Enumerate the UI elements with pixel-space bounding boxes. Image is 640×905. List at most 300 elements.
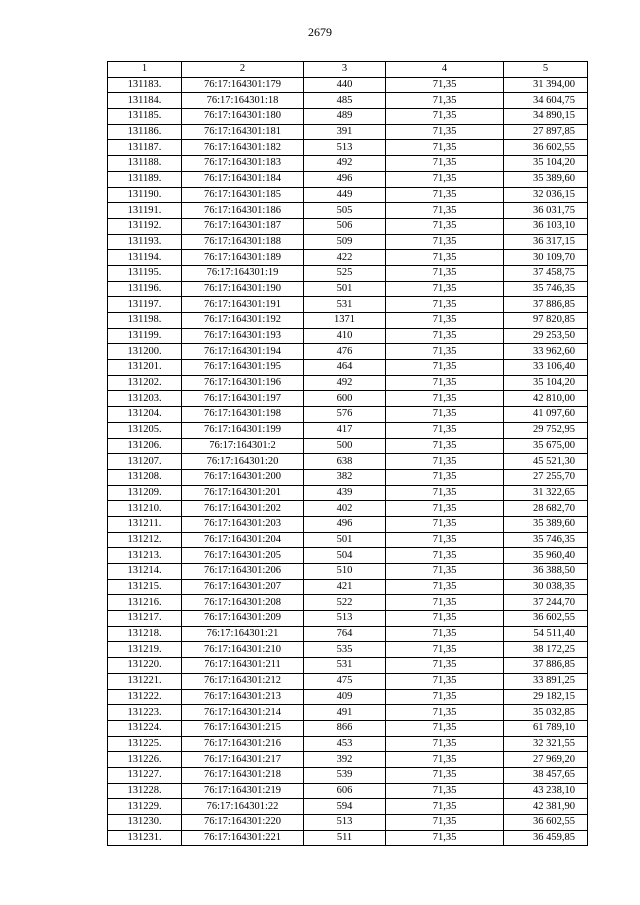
row-number-cell: 131222. [108, 689, 182, 705]
amount-cell: 37 244,70 [504, 595, 588, 611]
row-number-cell: 131197. [108, 297, 182, 313]
rate-cell: 71,35 [386, 485, 504, 501]
amount-cell: 28 682,70 [504, 501, 588, 517]
area-cell: 866 [304, 720, 386, 736]
area-cell: 535 [304, 642, 386, 658]
cadastral-number-cell: 76:17:164301:192 [182, 313, 304, 329]
rate-cell: 71,35 [386, 642, 504, 658]
cadastral-number-cell: 76:17:164301:193 [182, 328, 304, 344]
rate-cell: 71,35 [386, 767, 504, 783]
row-number-cell: 131223. [108, 705, 182, 721]
table-row [108, 830, 588, 846]
area-cell: 539 [304, 767, 386, 783]
row-number-cell: 131186. [108, 124, 182, 140]
amount-cell: 36 317,15 [504, 234, 588, 250]
amount-cell: 35 389,60 [504, 516, 588, 532]
table-row [108, 752, 588, 768]
area-cell: 496 [304, 516, 386, 532]
area-cell: 422 [304, 250, 386, 266]
rate-cell: 71,35 [386, 77, 504, 93]
row-number-cell: 131203. [108, 391, 182, 407]
rate-cell: 71,35 [386, 720, 504, 736]
area-cell: 504 [304, 548, 386, 564]
rate-cell: 71,35 [386, 156, 504, 172]
table-row [108, 265, 588, 281]
table-row [108, 407, 588, 423]
row-number-cell: 131205. [108, 422, 182, 438]
amount-cell: 36 031,75 [504, 203, 588, 219]
rate-cell: 71,35 [386, 689, 504, 705]
row-number-cell: 131199. [108, 328, 182, 344]
cadastral-number-cell: 76:17:164301:196 [182, 375, 304, 391]
column-header: 3 [304, 62, 386, 78]
row-number-cell: 131208. [108, 469, 182, 485]
area-cell: 440 [304, 77, 386, 93]
cadastral-number-cell: 76:17:164301:219 [182, 783, 304, 799]
cadastral-number-cell: 76:17:164301:186 [182, 203, 304, 219]
rate-cell: 71,35 [386, 407, 504, 423]
column-header: 2 [182, 62, 304, 78]
rate-cell: 71,35 [386, 548, 504, 564]
cadastral-number-cell: 76:17:164301:212 [182, 673, 304, 689]
amount-cell: 31 322,65 [504, 485, 588, 501]
table-row [108, 611, 588, 627]
area-cell: 513 [304, 815, 386, 831]
rate-cell: 71,35 [386, 626, 504, 642]
row-number-cell: 131206. [108, 438, 182, 454]
row-number-cell: 131219. [108, 642, 182, 658]
cadastral-number-cell: 76:17:164301:209 [182, 611, 304, 627]
area-cell: 417 [304, 422, 386, 438]
area-cell: 491 [304, 705, 386, 721]
row-number-cell: 131198. [108, 313, 182, 329]
row-number-cell: 131228. [108, 783, 182, 799]
table-row [108, 642, 588, 658]
row-number-cell: 131190. [108, 187, 182, 203]
amount-cell: 33 962,60 [504, 344, 588, 360]
rate-cell: 71,35 [386, 595, 504, 611]
table-row [108, 516, 588, 532]
amount-cell: 36 602,55 [504, 611, 588, 627]
table-row [108, 469, 588, 485]
rate-cell: 71,35 [386, 234, 504, 250]
cadastral-number-cell: 76:17:164301:218 [182, 767, 304, 783]
row-number-cell: 131215. [108, 579, 182, 595]
area-cell: 489 [304, 109, 386, 125]
area-cell: 522 [304, 595, 386, 611]
cadastral-number-cell: 76:17:164301:19 [182, 265, 304, 281]
amount-cell: 37 458,75 [504, 265, 588, 281]
rate-cell: 71,35 [386, 218, 504, 234]
rate-cell: 71,35 [386, 124, 504, 140]
area-cell: 531 [304, 297, 386, 313]
area-cell: 382 [304, 469, 386, 485]
rate-cell: 71,35 [386, 93, 504, 109]
table-row [108, 689, 588, 705]
rate-cell: 71,35 [386, 171, 504, 187]
cadastral-number-cell: 76:17:164301:183 [182, 156, 304, 172]
row-number-cell: 131211. [108, 516, 182, 532]
area-cell: 513 [304, 140, 386, 156]
amount-cell: 43 238,10 [504, 783, 588, 799]
column-header: 4 [386, 62, 504, 78]
cadastral-number-cell: 76:17:164301:206 [182, 564, 304, 580]
rate-cell: 71,35 [386, 469, 504, 485]
table-row [108, 532, 588, 548]
area-cell: 511 [304, 830, 386, 846]
amount-cell: 36 459,85 [504, 830, 588, 846]
row-number-cell: 131185. [108, 109, 182, 125]
cadastral-number-cell: 76:17:164301:208 [182, 595, 304, 611]
area-cell: 576 [304, 407, 386, 423]
amount-cell: 27 969,20 [504, 752, 588, 768]
table-row [108, 77, 588, 93]
rate-cell: 71,35 [386, 187, 504, 203]
amount-cell: 35 746,35 [504, 532, 588, 548]
amount-cell: 97 820,85 [504, 313, 588, 329]
table-row [108, 783, 588, 799]
row-number-cell: 131214. [108, 564, 182, 580]
row-number-cell: 131200. [108, 344, 182, 360]
amount-cell: 29 752,95 [504, 422, 588, 438]
amount-cell: 33 106,40 [504, 360, 588, 376]
cadastral-number-cell: 76:17:164301:213 [182, 689, 304, 705]
table-row [108, 234, 588, 250]
table-row [108, 344, 588, 360]
amount-cell: 36 602,55 [504, 140, 588, 156]
rate-cell: 71,35 [386, 532, 504, 548]
cadastral-number-cell: 76:17:164301:194 [182, 344, 304, 360]
amount-cell: 35 104,20 [504, 156, 588, 172]
row-number-cell: 131207. [108, 454, 182, 470]
rate-cell: 71,35 [386, 360, 504, 376]
cadastral-number-cell: 76:17:164301:204 [182, 532, 304, 548]
area-cell: 501 [304, 532, 386, 548]
row-number-cell: 131193. [108, 234, 182, 250]
page-number: 2679 [308, 25, 332, 39]
cadastral-number-cell: 76:17:164301:179 [182, 77, 304, 93]
area-cell: 492 [304, 156, 386, 172]
rate-cell: 71,35 [386, 501, 504, 517]
amount-cell: 31 394,00 [504, 77, 588, 93]
rate-cell: 71,35 [386, 281, 504, 297]
table-row [108, 736, 588, 752]
cadastral-number-cell: 76:17:164301:221 [182, 830, 304, 846]
amount-cell: 35 389,60 [504, 171, 588, 187]
area-cell: 464 [304, 360, 386, 376]
amount-cell: 34 604,75 [504, 93, 588, 109]
amount-cell: 32 036,15 [504, 187, 588, 203]
cadastral-number-cell: 76:17:164301:187 [182, 218, 304, 234]
row-number-cell: 131189. [108, 171, 182, 187]
rate-cell: 71,35 [386, 579, 504, 595]
row-number-cell: 131194. [108, 250, 182, 266]
cadastral-number-cell: 76:17:164301:199 [182, 422, 304, 438]
row-number-cell: 131220. [108, 658, 182, 674]
amount-cell: 37 886,85 [504, 658, 588, 674]
row-number-cell: 131227. [108, 767, 182, 783]
table-row [108, 250, 588, 266]
amount-cell: 32 321,55 [504, 736, 588, 752]
amount-cell: 36 602,55 [504, 815, 588, 831]
table-row [108, 218, 588, 234]
table-row [108, 720, 588, 736]
rate-cell: 71,35 [386, 673, 504, 689]
row-number-cell: 131187. [108, 140, 182, 156]
cadastral-number-cell: 76:17:164301:220 [182, 815, 304, 831]
rate-cell: 71,35 [386, 109, 504, 125]
table-row [108, 579, 588, 595]
area-cell: 496 [304, 171, 386, 187]
table-row [108, 595, 588, 611]
cadastral-number-cell: 76:17:164301:180 [182, 109, 304, 125]
table-row [108, 140, 588, 156]
cadastral-number-cell: 76:17:164301:188 [182, 234, 304, 250]
area-cell: 410 [304, 328, 386, 344]
row-number-cell: 131191. [108, 203, 182, 219]
rate-cell: 71,35 [386, 375, 504, 391]
rate-cell: 71,35 [386, 250, 504, 266]
amount-cell: 34 890,15 [504, 109, 588, 125]
rate-cell: 71,35 [386, 313, 504, 329]
table-row [108, 313, 588, 329]
amount-cell: 30 109,70 [504, 250, 588, 266]
row-number-cell: 131218. [108, 626, 182, 642]
row-number-cell: 131225. [108, 736, 182, 752]
rate-cell: 71,35 [386, 658, 504, 674]
rate-cell: 71,35 [386, 265, 504, 281]
row-number-cell: 131216. [108, 595, 182, 611]
cadastral-number-cell: 76:17:164301:2 [182, 438, 304, 454]
area-cell: 476 [304, 344, 386, 360]
area-cell: 391 [304, 124, 386, 140]
row-number-cell: 131201. [108, 360, 182, 376]
row-number-cell: 131212. [108, 532, 182, 548]
amount-cell: 29 182,15 [504, 689, 588, 705]
area-cell: 392 [304, 752, 386, 768]
cadastral-number-cell: 76:17:164301:201 [182, 485, 304, 501]
rate-cell: 71,35 [386, 799, 504, 815]
amount-cell: 27 255,70 [504, 469, 588, 485]
area-cell: 485 [304, 93, 386, 109]
row-number-cell: 131221. [108, 673, 182, 689]
cadastral-number-cell: 76:17:164301:211 [182, 658, 304, 674]
rate-cell: 71,35 [386, 705, 504, 721]
amount-cell: 35 960,40 [504, 548, 588, 564]
row-number-cell: 131183. [108, 77, 182, 93]
cadastral-number-cell: 76:17:164301:215 [182, 720, 304, 736]
amount-cell: 54 511,40 [504, 626, 588, 642]
rate-cell: 71,35 [386, 815, 504, 831]
table-row [108, 438, 588, 454]
area-cell: 505 [304, 203, 386, 219]
amount-cell: 37 886,85 [504, 297, 588, 313]
cadastral-number-cell: 76:17:164301:217 [182, 752, 304, 768]
cadastral-number-cell: 76:17:164301:20 [182, 454, 304, 470]
area-cell: 1371 [304, 313, 386, 329]
area-cell: 594 [304, 799, 386, 815]
amount-cell: 41 097,60 [504, 407, 588, 423]
table-row [108, 109, 588, 125]
table-row [108, 171, 588, 187]
amount-cell: 38 172,25 [504, 642, 588, 658]
table-body [108, 62, 588, 846]
table-row [108, 297, 588, 313]
cadastral-number-cell: 76:17:164301:205 [182, 548, 304, 564]
rate-cell: 71,35 [386, 454, 504, 470]
row-number-cell: 131204. [108, 407, 182, 423]
rate-cell: 71,35 [386, 422, 504, 438]
area-cell: 402 [304, 501, 386, 517]
area-cell: 453 [304, 736, 386, 752]
cadastral-number-cell: 76:17:164301:182 [182, 140, 304, 156]
amount-cell: 35 746,35 [504, 281, 588, 297]
cadastral-number-cell: 76:17:164301:181 [182, 124, 304, 140]
table-header-row [108, 62, 588, 78]
row-number-cell: 131209. [108, 485, 182, 501]
amount-cell: 45 521,30 [504, 454, 588, 470]
table-row [108, 815, 588, 831]
cadastral-number-cell: 76:17:164301:195 [182, 360, 304, 376]
amount-cell: 38 457,65 [504, 767, 588, 783]
area-cell: 513 [304, 611, 386, 627]
rate-cell: 71,35 [386, 516, 504, 532]
amount-cell: 29 253,50 [504, 328, 588, 344]
amount-cell: 36 388,50 [504, 564, 588, 580]
cadastral-number-cell: 76:17:164301:216 [182, 736, 304, 752]
amount-cell: 30 038,35 [504, 579, 588, 595]
row-number-cell: 131213. [108, 548, 182, 564]
table-row [108, 360, 588, 376]
area-cell: 509 [304, 234, 386, 250]
row-number-cell: 131192. [108, 218, 182, 234]
amount-cell: 27 897,85 [504, 124, 588, 140]
row-number-cell: 131210. [108, 501, 182, 517]
table-row [108, 454, 588, 470]
rate-cell: 71,35 [386, 140, 504, 156]
table-row [108, 705, 588, 721]
area-cell: 421 [304, 579, 386, 595]
amount-cell: 42 381,90 [504, 799, 588, 815]
amount-cell: 35 032,85 [504, 705, 588, 721]
table-row [108, 501, 588, 517]
column-header: 5 [504, 62, 588, 78]
amount-cell: 36 103,10 [504, 218, 588, 234]
area-cell: 501 [304, 281, 386, 297]
area-cell: 449 [304, 187, 386, 203]
row-number-cell: 131229. [108, 799, 182, 815]
rate-cell: 71,35 [386, 438, 504, 454]
row-number-cell: 131188. [108, 156, 182, 172]
table-row [108, 375, 588, 391]
cadastral-number-cell: 76:17:164301:207 [182, 579, 304, 595]
area-cell: 764 [304, 626, 386, 642]
cadastral-number-cell: 76:17:164301:214 [182, 705, 304, 721]
rate-cell: 71,35 [386, 736, 504, 752]
table-row [108, 328, 588, 344]
row-number-cell: 131184. [108, 93, 182, 109]
row-number-cell: 131195. [108, 265, 182, 281]
table-row [108, 485, 588, 501]
area-cell: 409 [304, 689, 386, 705]
table-row [108, 124, 588, 140]
cadastral-number-cell: 76:17:164301:191 [182, 297, 304, 313]
table-row [108, 658, 588, 674]
cadastral-number-cell: 76:17:164301:189 [182, 250, 304, 266]
row-number-cell: 131202. [108, 375, 182, 391]
rate-cell: 71,35 [386, 830, 504, 846]
cadastral-number-cell: 76:17:164301:200 [182, 469, 304, 485]
table-row [108, 767, 588, 783]
area-cell: 500 [304, 438, 386, 454]
table-row [108, 626, 588, 642]
area-cell: 525 [304, 265, 386, 281]
data-table [107, 61, 588, 846]
rate-cell: 71,35 [386, 391, 504, 407]
table-row [108, 203, 588, 219]
area-cell: 506 [304, 218, 386, 234]
row-number-cell: 131217. [108, 611, 182, 627]
rate-cell: 71,35 [386, 203, 504, 219]
area-cell: 510 [304, 564, 386, 580]
area-cell: 606 [304, 783, 386, 799]
row-number-cell: 131224. [108, 720, 182, 736]
table-row [108, 564, 588, 580]
cadastral-number-cell: 76:17:164301:185 [182, 187, 304, 203]
area-cell: 439 [304, 485, 386, 501]
area-cell: 600 [304, 391, 386, 407]
table-row [108, 93, 588, 109]
area-cell: 638 [304, 454, 386, 470]
row-number-cell: 131230. [108, 815, 182, 831]
rate-cell: 71,35 [386, 564, 504, 580]
cadastral-number-cell: 76:17:164301:18 [182, 93, 304, 109]
cadastral-number-cell: 76:17:164301:198 [182, 407, 304, 423]
rate-cell: 71,35 [386, 344, 504, 360]
amount-cell: 42 810,00 [504, 391, 588, 407]
area-cell: 492 [304, 375, 386, 391]
rate-cell: 71,35 [386, 611, 504, 627]
amount-cell: 33 891,25 [504, 673, 588, 689]
amount-cell: 35 675,00 [504, 438, 588, 454]
row-number-cell: 131231. [108, 830, 182, 846]
rate-cell: 71,35 [386, 752, 504, 768]
rate-cell: 71,35 [386, 783, 504, 799]
row-number-cell: 131196. [108, 281, 182, 297]
cadastral-number-cell: 76:17:164301:202 [182, 501, 304, 517]
column-header: 1 [108, 62, 182, 78]
table-row [108, 673, 588, 689]
rate-cell: 71,35 [386, 328, 504, 344]
cadastral-number-cell: 76:17:164301:203 [182, 516, 304, 532]
table-row [108, 799, 588, 815]
amount-cell: 61 789,10 [504, 720, 588, 736]
table-row [108, 548, 588, 564]
cadastral-number-cell: 76:17:164301:190 [182, 281, 304, 297]
table-row [108, 187, 588, 203]
table-row [108, 422, 588, 438]
area-cell: 531 [304, 658, 386, 674]
rate-cell: 71,35 [386, 297, 504, 313]
cadastral-number-cell: 76:17:164301:21 [182, 626, 304, 642]
cadastral-number-cell: 76:17:164301:184 [182, 171, 304, 187]
cadastral-number-cell: 76:17:164301:22 [182, 799, 304, 815]
amount-cell: 35 104,20 [504, 375, 588, 391]
table-row [108, 156, 588, 172]
area-cell: 475 [304, 673, 386, 689]
table-row [108, 281, 588, 297]
cadastral-number-cell: 76:17:164301:210 [182, 642, 304, 658]
